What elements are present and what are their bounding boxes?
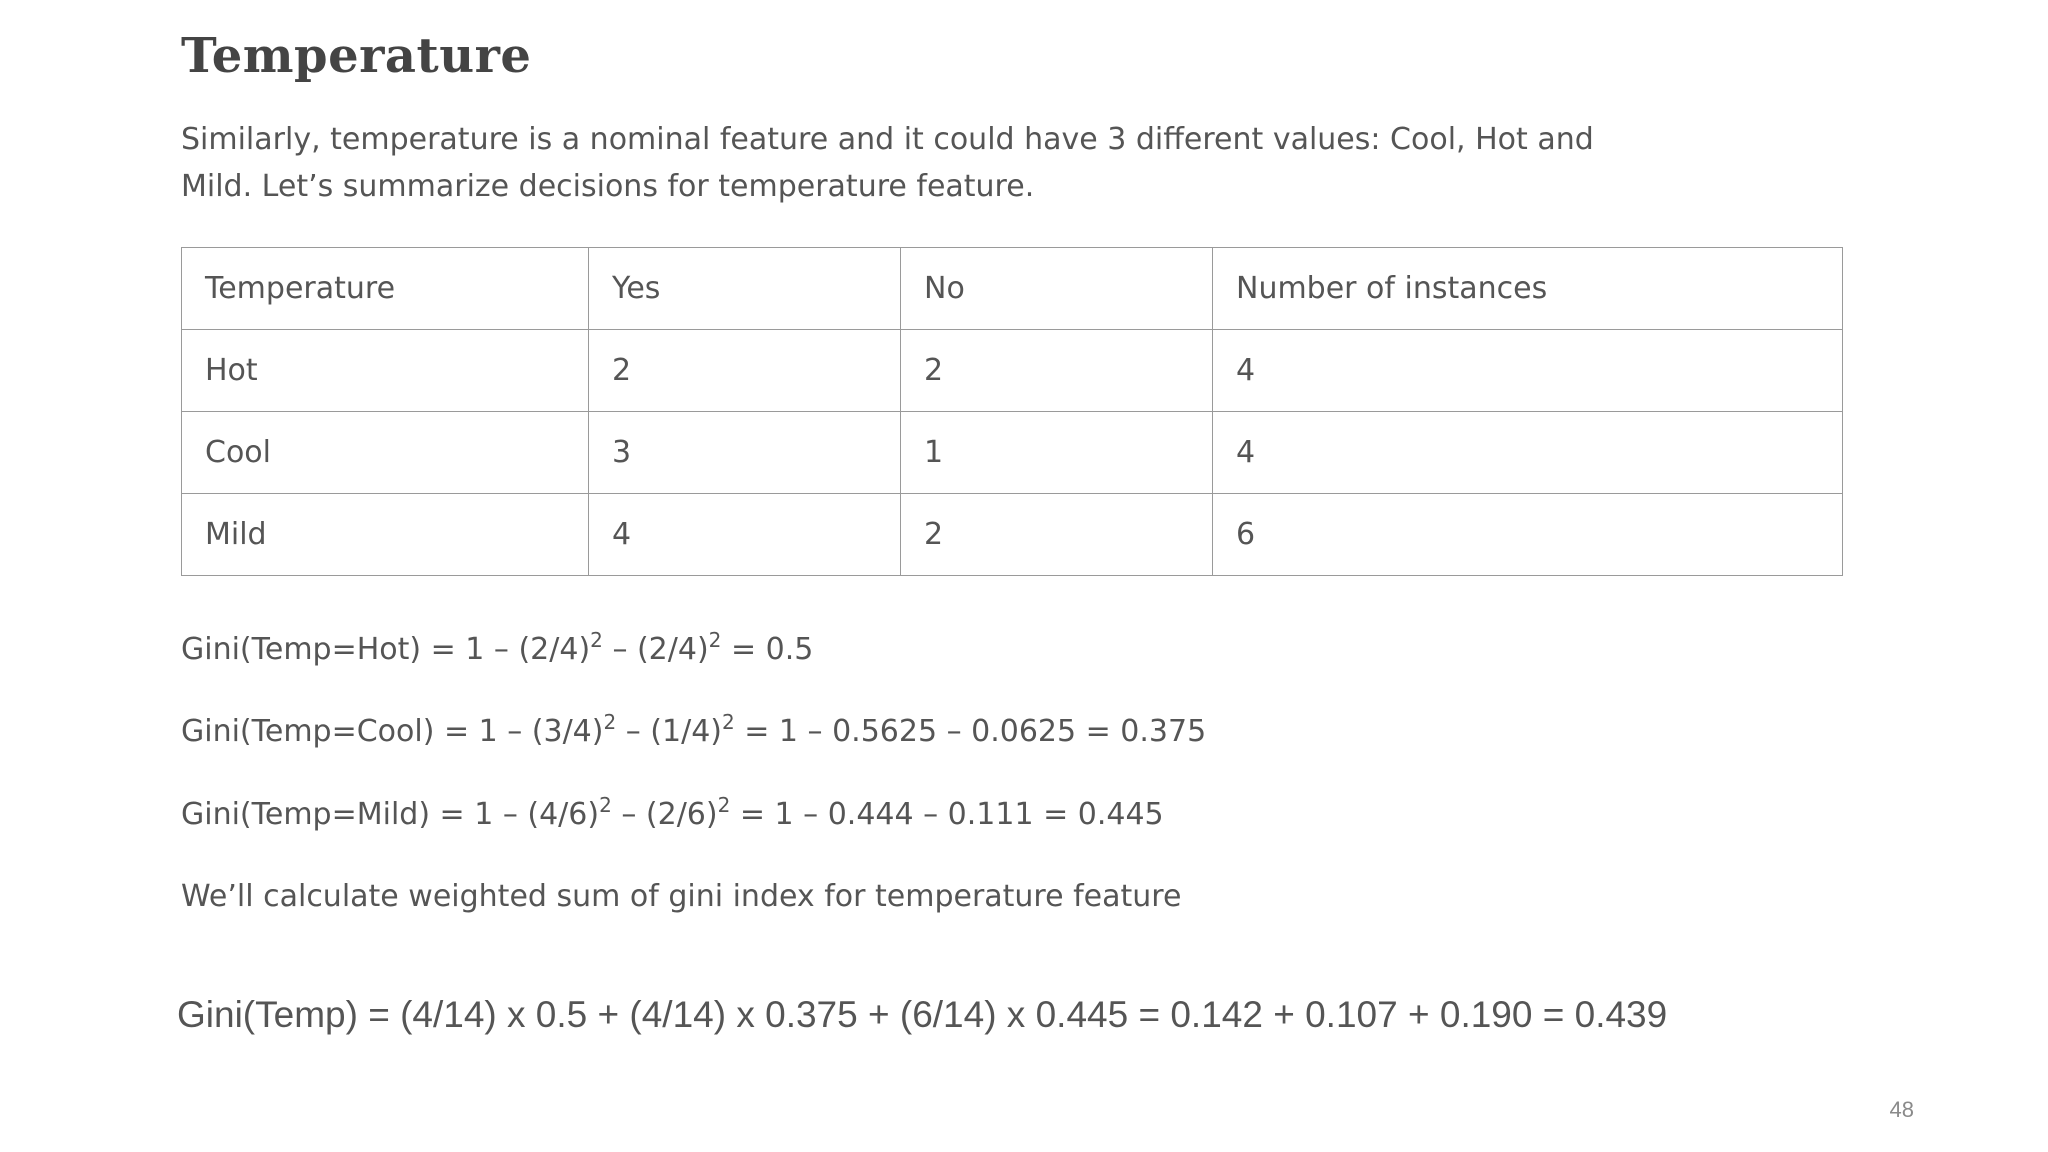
gini-cool-formula: [181, 710, 1207, 749]
table-header-cell: Temperature: [182, 248, 589, 330]
intro-paragraph: [181, 116, 1821, 210]
formula-text: = 0.5: [721, 632, 814, 667]
weighted-sum-note: We’ll calculate weighted sum of gini index for temperature feature: [181, 879, 1182, 914]
formula-text: – (1/4): [616, 714, 722, 749]
table-cell: 4: [589, 494, 901, 576]
table-header-cell: Number of instances: [1213, 248, 1843, 330]
formula-exponent: 2: [603, 710, 617, 734]
table-row: [182, 494, 1843, 576]
temperature-summary-table: [181, 247, 1843, 576]
table-row: [182, 330, 1843, 412]
formula-text: Gini(Temp=Hot) = 1 – (2/4): [181, 632, 591, 667]
formula-text: = 1 – 0.5625 – 0.0625 = 0.375: [734, 714, 1207, 749]
formula-exponent: 2: [599, 793, 612, 817]
table-header-cell: Yes: [589, 248, 901, 330]
table-cell: 4: [1213, 412, 1843, 494]
table-cell: 4: [1213, 330, 1843, 412]
formula-exponent: 2: [717, 793, 731, 817]
intro-line-1: Similarly, temperature is a nominal feature and it could have 3 different values: Cool, Hot and: [181, 122, 1594, 157]
formula-text: – (2/4): [602, 632, 709, 667]
table-cell: 2: [589, 330, 901, 412]
table-cell: 2: [901, 330, 1213, 412]
table-cell: 2: [901, 494, 1213, 576]
table-row: [182, 412, 1843, 494]
intro-line-2: Mild. Let’s summarize decisions for temperature feature.: [181, 169, 1035, 204]
slide-title: Temperature: [181, 28, 532, 84]
table-cell: 1: [901, 412, 1213, 494]
formula-exponent: 2: [721, 710, 735, 734]
page-number: 48: [1889, 1097, 1914, 1122]
formula-text: = 1 – 0.444 – 0.111 = 0.445: [730, 797, 1164, 832]
table-cell: Cool: [182, 412, 589, 494]
table-cell: 6: [1213, 494, 1843, 576]
formula-text: – (2/6): [611, 797, 718, 832]
gini-mild-formula: [181, 793, 1164, 832]
weighted-gini-formula: Gini(Temp) = (4/14) x 0.5 + (4/14) x 0.375 + (6/14) x 0.445 = 0.142 + 0.107 + 0.190 = 0.439: [177, 994, 1668, 1035]
table-header-row: [182, 248, 1843, 330]
formula-text: Gini(Temp=Mild) = 1 – (4/6): [181, 797, 600, 832]
table-header-cell: No: [901, 248, 1213, 330]
formula-text: Gini(Temp=Cool) = 1 – (3/4): [181, 714, 604, 749]
formula-exponent: 2: [590, 628, 603, 652]
table-cell: Hot: [182, 330, 589, 412]
table-cell: 3: [589, 412, 901, 494]
table-cell: Mild: [182, 494, 589, 576]
formula-exponent: 2: [708, 628, 722, 652]
gini-hot-formula: [181, 628, 814, 667]
